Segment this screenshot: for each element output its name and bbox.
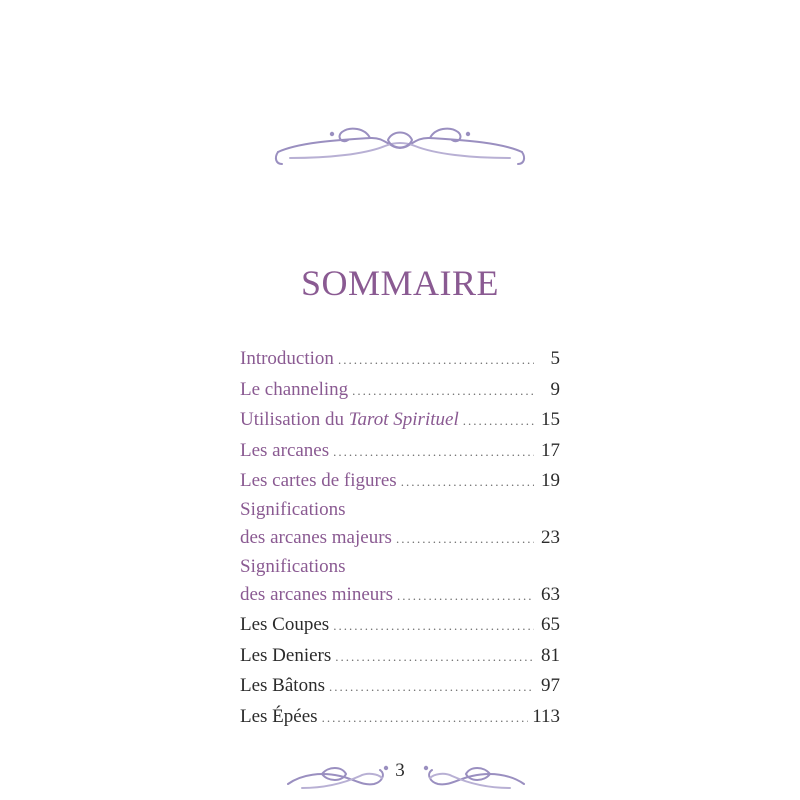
dot-leader [335,642,534,672]
toc-entry [240,466,560,497]
toc-entry [240,344,560,375]
toc-entry-page: 113 [532,705,560,727]
toc-entry-page: 19 [541,470,560,492]
toc-entry-page: 97 [541,675,560,697]
toc-entry-label: Utilisation du Tarot Spirituel [240,409,459,431]
dot-leader [352,376,534,406]
dot-leader [322,703,529,733]
toc-entry [240,436,560,467]
bottom-right-flourish-ornament [420,756,530,796]
toc-entry-multiline [240,497,560,554]
toc-entry-label: Les arcanes [240,439,330,461]
toc-entry-label: Introduction [240,348,334,369]
toc-entry-label: Les Deniers [240,644,332,666]
page-title: SOMMAIRE [300,263,500,303]
dot-leader [333,611,534,641]
toc-entry-label: Les Coupes [240,614,330,636]
toc-entry-page: 63 [541,583,560,605]
dot-leader [396,524,534,554]
table-of-contents [240,344,560,733]
toc-entry [240,580,560,611]
toc-entry-page: 65 [541,614,560,636]
toc-entry-label-line1: Significations [240,555,346,577]
toc-entry [240,523,560,554]
toc-entry [240,702,560,733]
toc-entry-page: 15 [541,409,560,431]
dot-leader [329,672,534,702]
toc-entry-label: Les cartes de figures [240,470,397,492]
toc-entry-page: 5 [550,348,560,369]
toc-entry-label: Les Épées [240,705,318,727]
top-flourish-ornament [270,118,530,174]
toc-entry-page: 81 [541,644,560,666]
dot-leader [333,437,534,467]
toc-entry [240,671,560,702]
toc-entry [240,405,560,436]
dot-leader [397,581,534,611]
toc-entry [240,610,560,641]
toc-entry-label: des arcanes majeurs [240,526,392,548]
toc-entry [240,641,560,672]
dot-leader [401,467,534,497]
toc-entry-page: 17 [541,439,560,461]
toc-entry-multiline [240,554,560,611]
toc-entry-label: Le channeling [240,378,349,400]
toc-entry-label-line1: Significations [240,498,346,520]
page-number: 3 [395,760,405,781]
dot-leader [463,406,534,436]
book-title: Tarot Spirituel [348,409,459,431]
toc-entry [240,375,560,406]
dot-leader [338,345,534,375]
toc-entry-page: 9 [550,378,560,400]
toc-entry-label: Les Bâtons [240,675,325,697]
toc-entry-page: 23 [541,526,560,548]
toc-entry-label: des arcanes mineurs [240,583,393,605]
